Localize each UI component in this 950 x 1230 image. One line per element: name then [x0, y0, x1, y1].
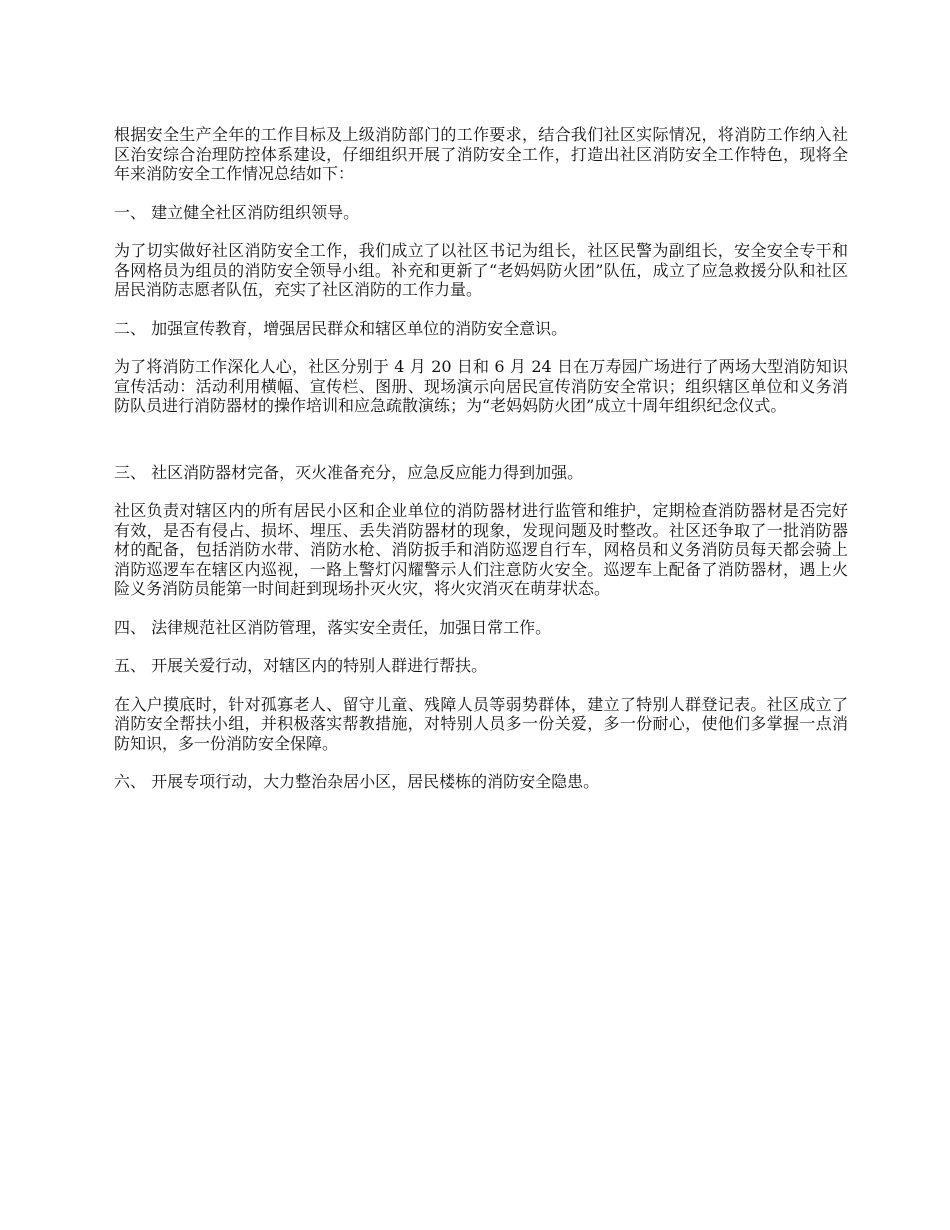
section-3-heading: 三、 社区消防器材完备，灭火准备充分，应急反应能力得到加强。	[114, 462, 584, 482]
section-2-heading: 二、 加强宣传教育，增强居民群众和辖区单位的消防安全意识。	[114, 318, 568, 338]
section-4-heading: 四、 法律规范社区消防管理，落实安全责任，加强日常工作。	[114, 617, 552, 637]
section-1-heading: 一、 建立健全社区消防组织领导。	[114, 202, 360, 222]
section-6-heading: 六、 开展专项行动，大力整治杂居小区，居民楼栋的消防安全隐患。	[114, 772, 600, 791]
section-2-paragraph: 为了将消防工作深化人心，社区分别于 4 月 20 日和 6 月 24 日在万寿园广场进行了两场大型消防知识宣传活动：活动利用横幅、宣传栏、图册、现场演示向居民宣传消防安全常识；组织辖区单位和义务消防队员进行消防器材的操作培训和应急疏散演练；为“老妈妈防火团”成立十周年组织纪念仪式。	[114, 357, 848, 415]
intro-paragraph: 根据安全生产全年的工作目标及上级消防部门的工作要求，结合我们社区实际情况，将消防工作纳入社区治安综合治理防控体系建设，仔细组织开展了消防安全工作，打造出社区消防安全工作特色，现将全年来消防安全工作情况总结如下：	[114, 125, 848, 183]
document-body	[114, 125, 848, 811]
section-5-heading: 五、 开展关爱行动，对辖区内的特别人群进行帮扶。	[114, 656, 488, 675]
blank-space	[114, 435, 848, 463]
section-1-paragraph: 为了切实做好社区消防安全工作，我们成立了以社区书记为组长，社区民警为副组长，安全安全专干和各网格员为组员的消防安全领导小组。补充和更新了“老妈妈防火团”队伍，成立了应急救援分队和社区居民消防志愿者队伍，充实了社区消防的工作力量。	[114, 241, 848, 299]
section-5-paragraph: 在入户摸底时，针对孤寡老人、留守儿童、残障人员等弱势群体，建立了特别人群登记表。社区成立了消防安全帮扶小组，并积极落实帮教措施，对特别人员多一份关爱，多一份耐心，使他们多掌握一点消防知识，多一份消防安全保障。	[114, 694, 848, 753]
section-3-paragraph: 社区负责对辖区内的所有居民小区和企业单位的消防器材进行监管和维护，定期检查消防器材是否完好有效，是否有侵占、损坏、埋压、丢失消防器材的现象，发现问题及时整改。社区还争取了一批消防器材的配备，包括消防水带、消防水枪、消防扳手和消防巡逻自行车，网格员和义务消防员每天都会骑上消防巡逻车在辖区内巡视，一路上警灯闪耀警示人们注意防火安全。巡逻车上配备了消防器材，遇上火险义务消防员能第一时间赶到现场扑灭火灾，将火灾消灭在萌芽状态。	[114, 501, 848, 598]
